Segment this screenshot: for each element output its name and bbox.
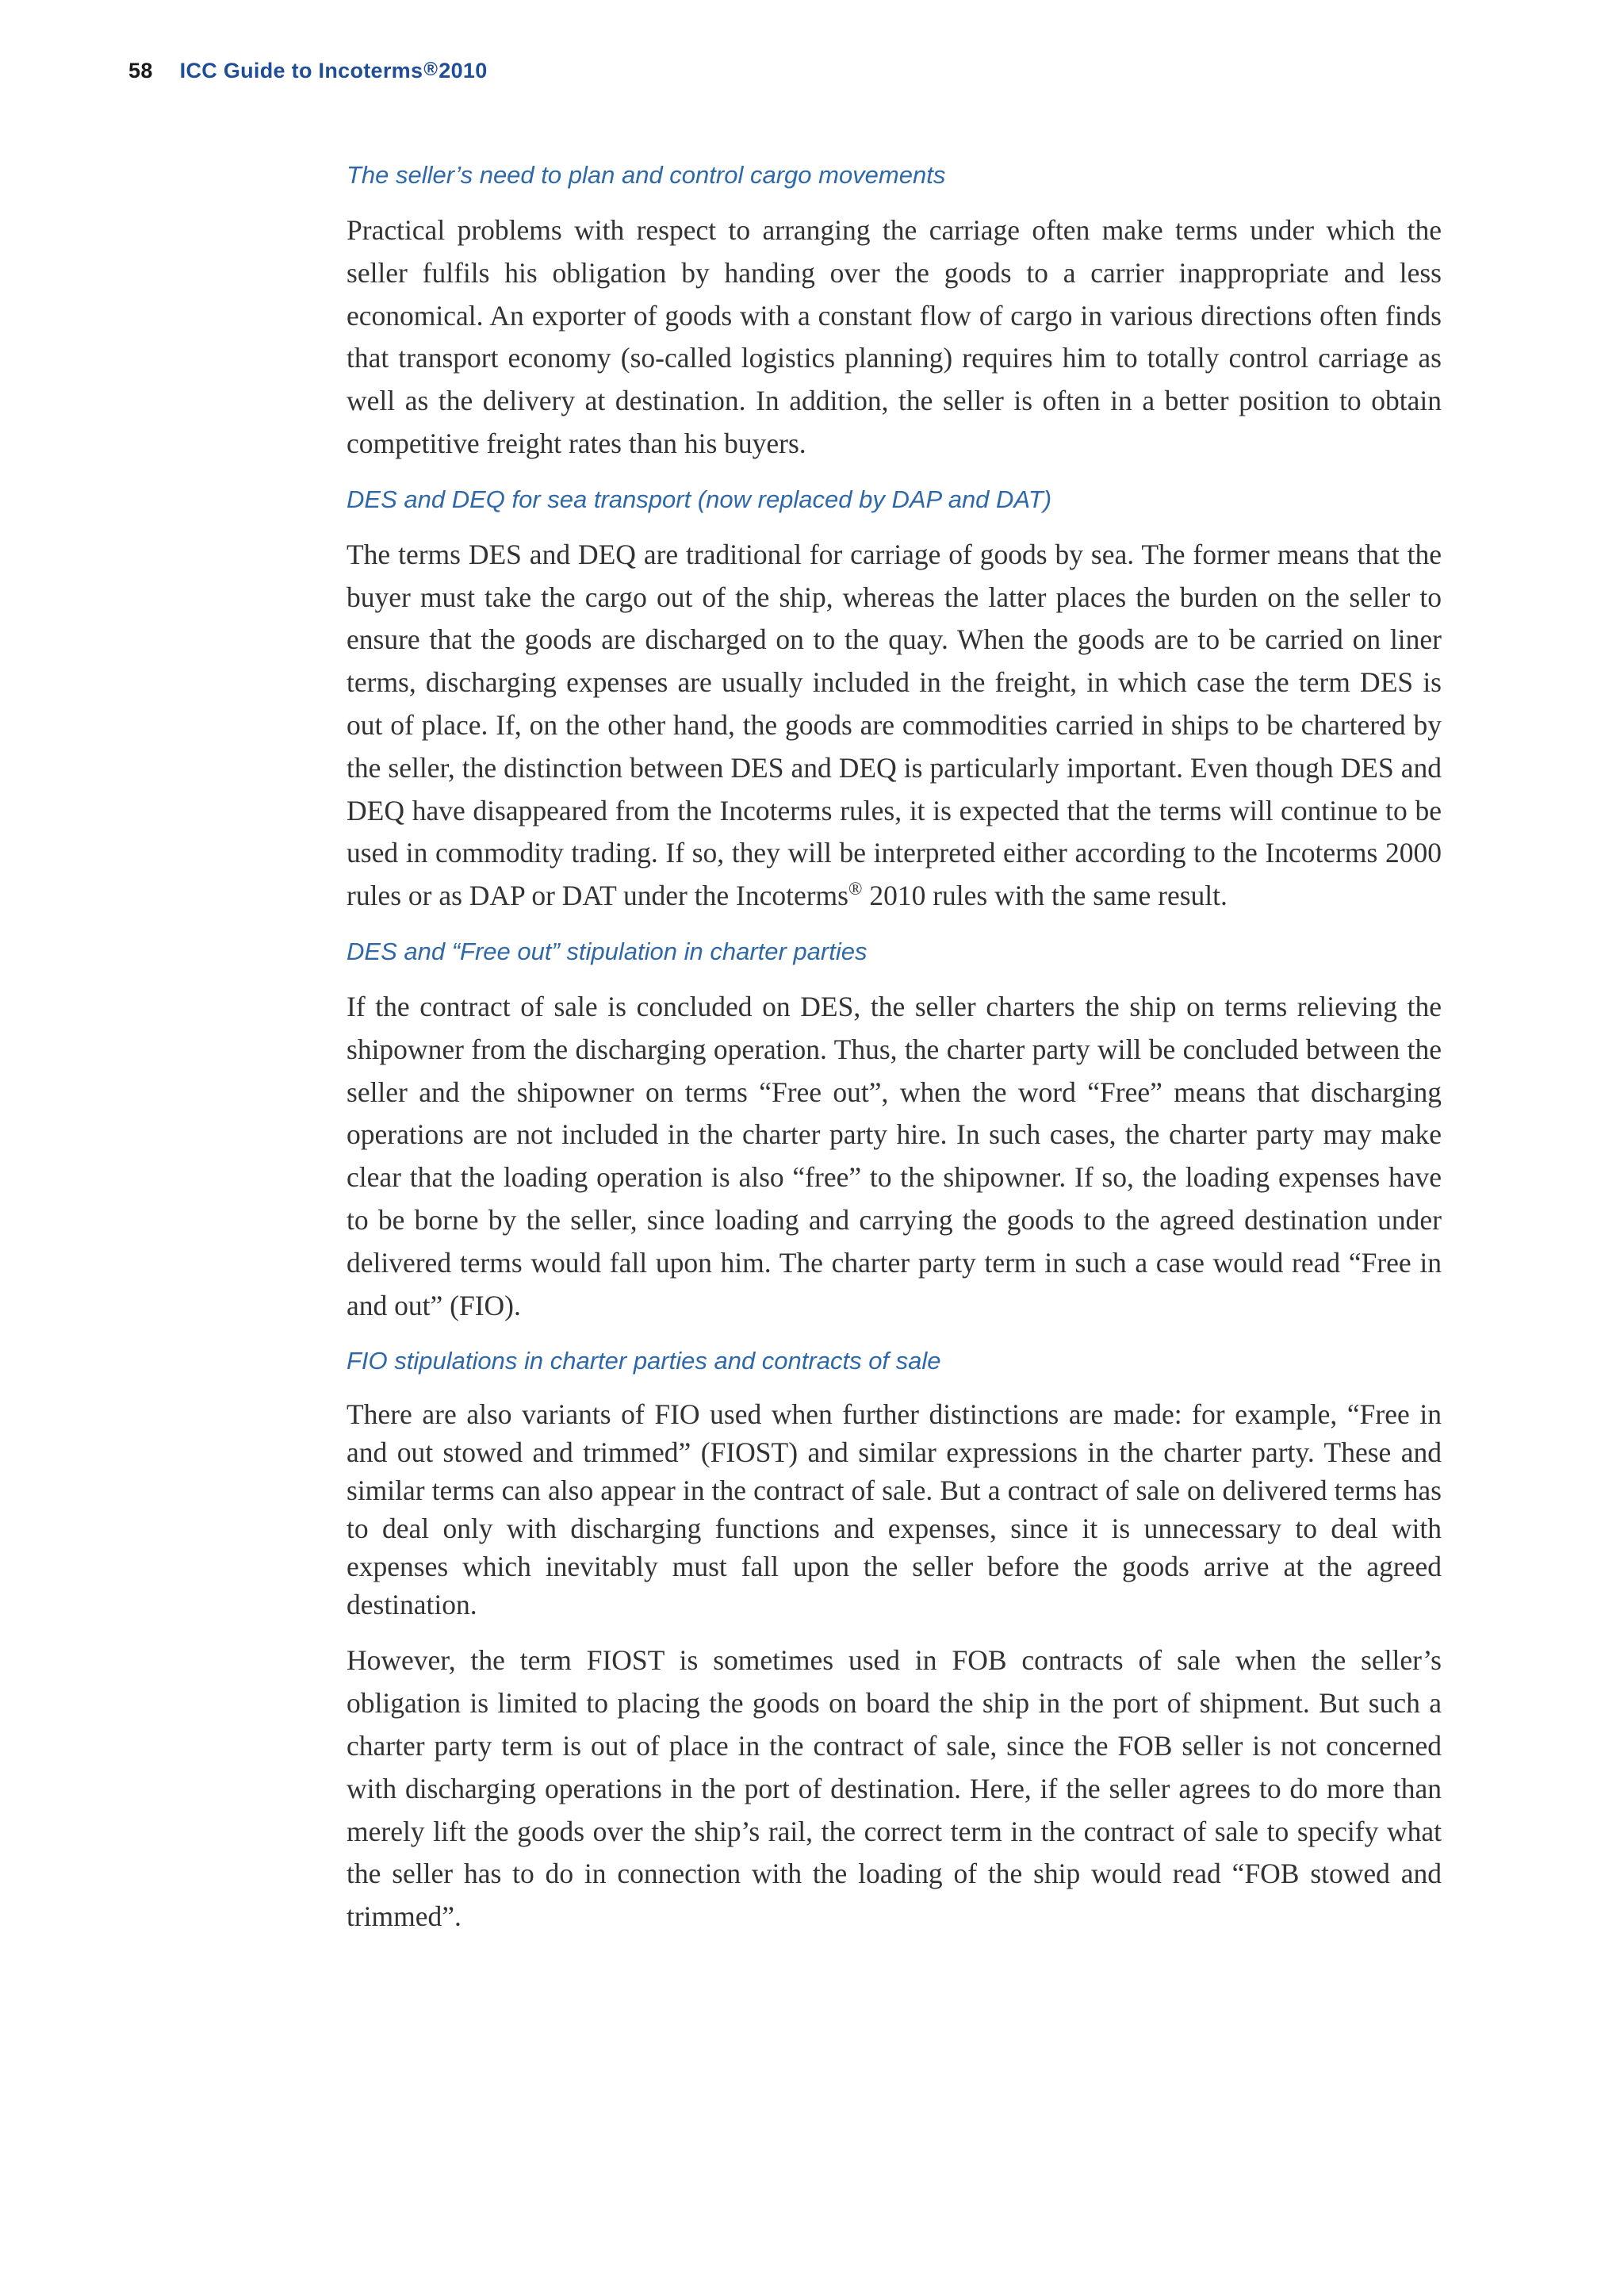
- registered-mark: ®: [423, 59, 439, 80]
- section-heading-plan-control: The seller’s need to plan and control cargo movements: [347, 161, 946, 189]
- book-title: [180, 59, 488, 82]
- page-number: 58: [128, 59, 153, 82]
- paragraph-des-deq-tail: 2010 rules with the same result.: [862, 880, 1228, 912]
- section-heading-fio: FIO stipulations in charter parties and contracts of sale: [347, 1347, 941, 1375]
- paragraph-fiost-fob: However, the term FIOST is sometimes used in FOB contracts of sale when the seller’s obligation is limited to placing the goods on board the ship in the port of shipment. But such a charter party term is out of place in the contract of sale, since the FOB seller is not concerned with discharging operations in the port of destination. Here, if the seller agrees to do more than merely lift the goods over the ship’s rail, the correct term in the contract of sale to specify what the seller has to do in connection with the loading of the ship would read “FOB stowed and trimmed”.: [347, 1644, 1442, 1933]
- registered-mark-inline: ®: [848, 879, 863, 899]
- page-content: [347, 157, 1442, 1954]
- book-title-year: 2010: [439, 59, 488, 82]
- paragraph-free-out: If the contract of sale is concluded on DES, the seller charters the ship on terms relieving the shipowner from the discharging operation. Thus, the charter party will be concluded between the seller and the shipowner on terms “Free out”, when the word “Free” means that discharging operations are not included in the charter party hire. In such cases, the charter party may make clear that the loading operation is also “free” to the shipowner. If so, the loading expenses have to be borne by the seller, since loading and carrying the goods to the agreed destination under delivered terms would fall upon him. The charter party term in such a case would read “Free in and out” (FIO).: [347, 990, 1442, 1321]
- running-header: [128, 59, 488, 83]
- paragraph-plan-control: Practical problems with respect to arranging the carriage often make terms under which the seller fulfils his obligation by handing over the goods to a carrier inappropriate and less economical. An exporter of goods with a constant flow of cargo in various directions often finds that transport economy (so-called logistics planning) requires him to totally control carriage as well as the delivery at destination. In addition, the seller is often in a better position to obtain competitive freight rates than his buyers.: [347, 214, 1442, 459]
- book-title-text: ICC Guide to Incoterms: [179, 59, 423, 82]
- paragraph-des-deq-main: The terms DES and DEQ are traditional for carriage of goods by sea. The former means that the buyer must take the cargo out of the ship, whereas the latter places the burden on the seller to ensure that the goods are discharged on to the quay. When the goods are to be carried on liner terms, discharging expenses are usually included in the freight, in which case the term DES is out of place. If, on the other hand, the goods are commodities carried in ships to be chartered by the seller, the distinction between DES and DEQ is particularly important. Even though DES and DEQ have disappeared from the Incoterms rules, it is expected that the terms will continue to be used in commodity trading. If so, they will be interpreted either according to the Incoterms 2000 rules or as DAP or DAT under the Incoterms: [347, 538, 1442, 912]
- paragraph-des-deq: [347, 534, 1442, 918]
- paragraph-fio-variants: There are also variants of FIO used when further distinctions are made: for example, “Free in and out stowed and trimmed” (FIOST) and similar expressions in the charter party. These and similar terms can also appear in the contract of sale. But a contract of sale on delivered terms has to deal only with discharging functions and expenses, since it is unnecessary to deal with expenses which inevitably must fall upon the seller before the goods arrive at the agreed destination.: [347, 1398, 1442, 1621]
- section-heading-free-out: DES and “Free out” stipulation in charter parties: [347, 937, 868, 965]
- section-heading-des-deq: DES and DEQ for sea transport (now replaced by DAP and DAT): [347, 485, 1052, 513]
